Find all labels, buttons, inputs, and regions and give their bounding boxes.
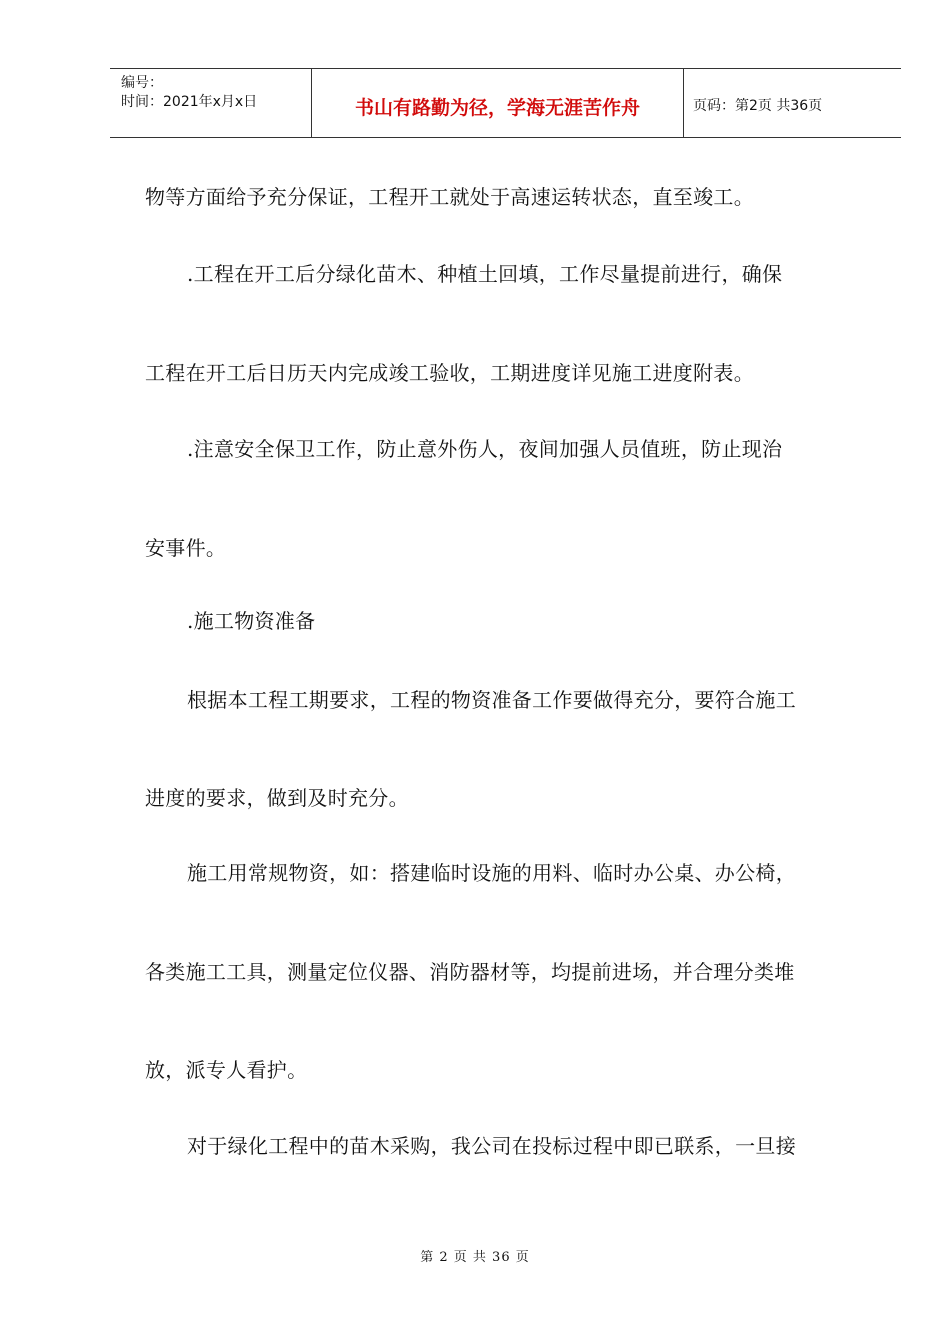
text-line: 根据本工程工期要求，工程的物资准备工作要做得充分，要符合施工 (187, 688, 796, 712)
text-line: 对于绿化工程中的苗木采购，我公司在投标过程中即已联系，一旦接 (187, 1134, 796, 1158)
text-line: 进度的要求，做到及时充分。 (145, 786, 409, 810)
text-line: .注意安全保卫工作，防止意外伤人，夜间加强人员值班，防止现治 (187, 437, 783, 461)
text-line: 物等方面给予充分保证，工程开工就处于高速运转状态，直至竣工。 (145, 185, 754, 209)
header-motto: 书山有路勤为径，学海无涯苦作舟 (312, 69, 684, 137)
header-time: 时间：2021年x月x日 (121, 94, 258, 110)
text-line: 工程在开工后日历天内完成竣工验收，工期进度详见施工进度附表。 (145, 361, 754, 385)
text-line: 各类施工工具，测量定位仪器、消防器材等，均提前进场，并合理分类堆 (145, 960, 795, 984)
page-header (110, 68, 901, 138)
text-line: 施工用常规物资，如：搭建临时设施的用料、临时办公桌、办公椅， (187, 861, 796, 885)
header-page-number: 页码：第2页 共36页 (693, 98, 823, 114)
header-meta (110, 69, 312, 137)
page-footer: 第 2 页 共 36 页 (420, 1250, 530, 1265)
section-heading: .施工物资准备 (187, 609, 316, 633)
text-line: 放，派专人看护。 (145, 1058, 308, 1082)
text-line: .工程在开工后分绿化苗木、种植土回填，工作尽量提前进行，确保 (187, 262, 783, 286)
header-number: 编号： (121, 75, 163, 91)
text-line: 安事件。 (145, 536, 227, 560)
